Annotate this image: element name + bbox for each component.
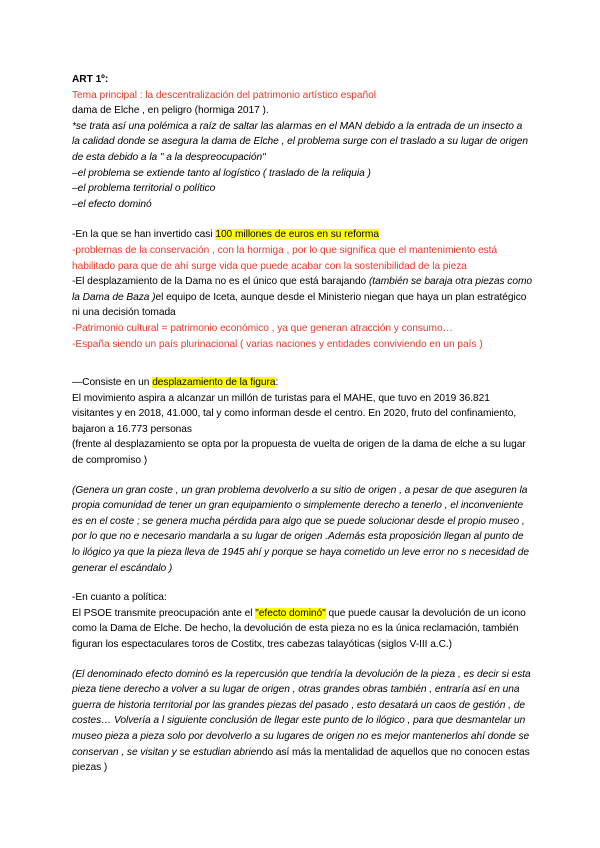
tourism-paragraph: El movimiento aspira a alcanzar un millón de turistas para el MAHE, que tuvo en 2019 36.821 visitantes y en 2018, 41.000, tal y como informan desde el centro. En 2020, fruto del confinamiento, bajaron a 16.773 personas [72,392,517,435]
cost-paragraph: (Genera un gran coste , un gran problema devolverlo a su sitio de origen , a pesar de que aseguren la propia comunidad de tener un gran equipamiento o simplemente derecho a tenerlo , el inconveniente es en el coste ; se genera mucha pérdida para algo que se puede solucionar desde el propio museo , por lo que no e necesario mandarla a su lugar de origen .Además esta proposición llegan al punto de lo ilógico ya que la pieza lleva de 1945 ahí y porque se haya cometido un leve error no s necesidad de generar el escándalo ) [72,484,530,574]
investment-highlight: 100 millones de euros en su reforma [215,229,379,241]
heritage-line: -Patrimonio cultural = patrimonio económico , ya que generan atracción y consumo… [72,322,453,334]
domino-paragraph: (El denominado efecto dominó es la repercusión que tendría la devolución de la pieza , es decir si esta pieza tiene derecho a volver a su lugar de origen , otras grandes obras también , entraría así en una guerra de historia territorial por las grandes piezas del pasado , esto desatará un caos de gestión , de costes… Volvería a l siguiente conclusión de llegar este punto de lo ilógico , para que desmantelar un museo pieza a pieza solo por devolverlo a su lugares de origen no es mejor mantenerlos ahí donde se conservan , se visitan y se estudian abriendo así más la mentalidad de aquellos que no conocen estas piezas ) [72,668,531,774]
plurinational-line: -España siendo un país plurinacional ( varias naciones y entidades conviviendo en un país ) [72,338,483,350]
bullet-domino: –el efecto dominó [72,198,152,210]
politics-title: -En cuanto a política: [72,592,167,604]
document-page [72,72,532,776]
main-topic: Tema principal : la descentralización del patrimonio artístico español [72,89,376,101]
conservation-problems: -problemas de la conservación , con la hormiga , por lo que significa que el mantenimiento está habilitado para que de ahí surge vida que puede acabar con la sostenibilidad de la pieza [72,244,498,272]
subtopic: dama de Elche , en peligro (hormiga 2017 ). [72,105,269,117]
intro-paragraph: *se trata así una polémica a raíz de saltar las alarmas en el MAN debido a la entrada de un insecto a la calidad donde se asegura la dama de Elche , el problema surge con el traslado a su lugar de origen de esta debido a la " a la despreocupación" [72,120,528,163]
bullet-territorial: –el problema territorial o político [72,183,216,195]
displacement-paragraph: -El desplazamiento de la Dama no es el único que está barajando (también se baraja otra piezas como la Dama de Baza )el equipo de Iceta, aunque desde el Ministerio niegan que haya un plan estratégico ni una decisión tomada [72,276,532,319]
article-heading: ART 1º: [72,74,109,85]
domino-highlight: "efecto dominó" [255,607,326,619]
tourism-note: (frente al desplazamiento se opta por la propuesta de vuelta de origen de la dama de elche a su lugar de compromiso ) [72,439,526,467]
bullet-logistic: –el problema se extiende tanto al logístico ( traslado de la reliquia ) [72,167,371,179]
investment-line: -En la que se han invertido casi 100 millones de euros en su reforma [72,229,379,241]
consists-line: —Consiste en un desplazamiento de la figura: [72,377,279,389]
psoe-paragraph: El PSOE transmite preocupación ante el "efecto dominó" que puede causar la devolución de un icono como la Dama de Elche. De hecho, la devolución de esta pieza no es la única reclamación, también figuran los espectaculares toros de Costitx, tres cabezas talayóticas (siglos V-III a.C.) [72,607,526,650]
consists-highlight: desplazamiento de la figura [152,377,276,389]
